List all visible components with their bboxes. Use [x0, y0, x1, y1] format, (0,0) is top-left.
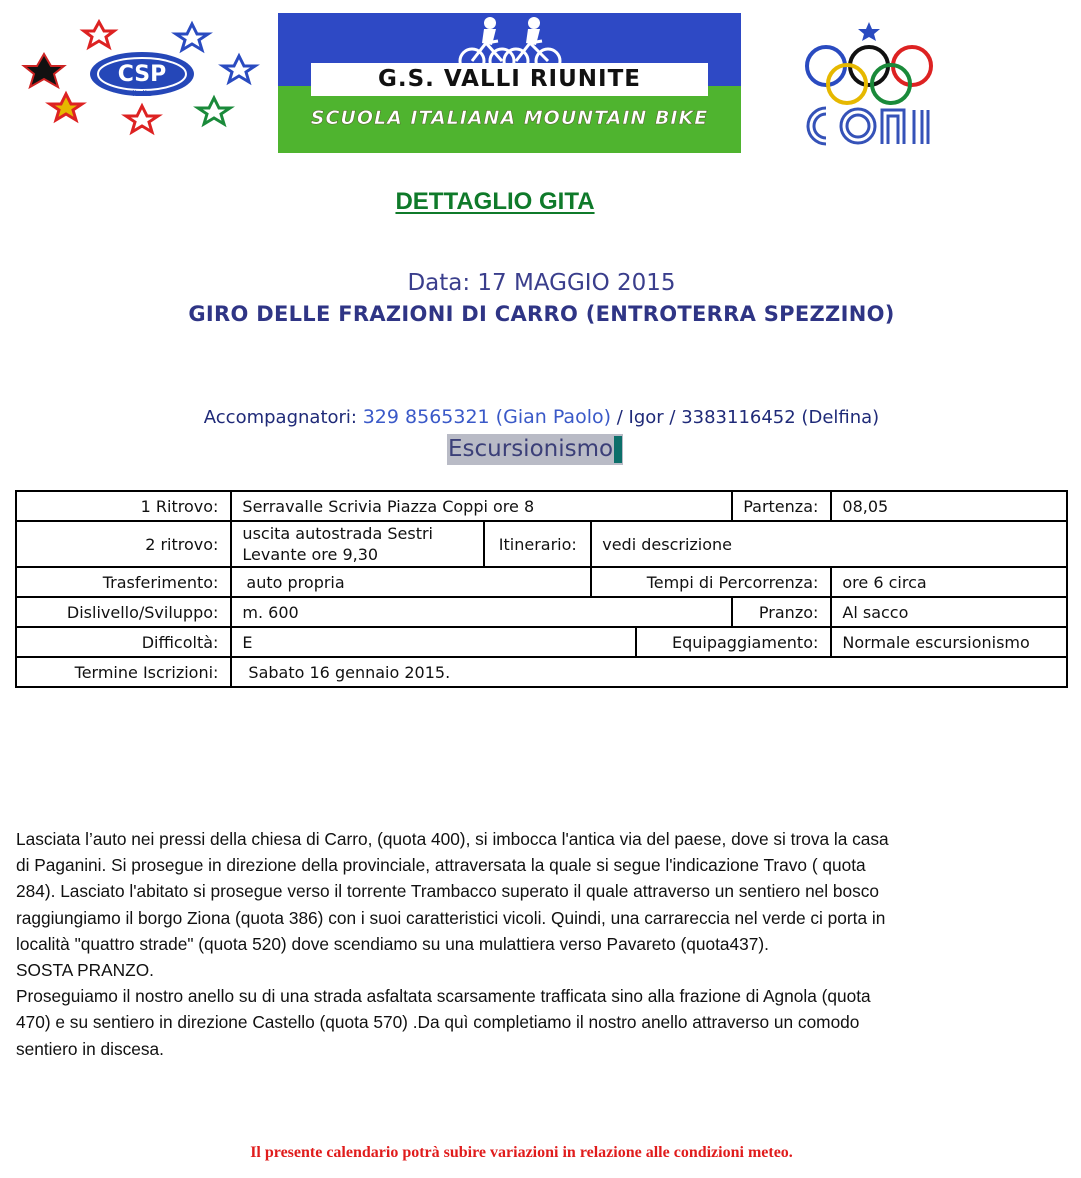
- ritrovo2-label: 2 ritrovo:: [16, 521, 231, 567]
- club-banner: [278, 13, 741, 153]
- activity-type-highlight[interactable]: [447, 434, 623, 465]
- difficolta-label: Difficoltà:: [16, 627, 231, 657]
- club-subtitle: SCUOLA ITALIANA MOUNTAIN BIKE: [310, 107, 709, 129]
- club-name: G.S. VALLI RIUNITE: [311, 63, 708, 96]
- weather-disclaimer: Il presente calendario potrà subire variazioni in relazione alle condizioni meteo.: [250, 1144, 793, 1161]
- svg-text:coni: coni: [867, 149, 871, 150]
- trasferimento-value: auto propria: [231, 567, 591, 597]
- table-row: [16, 627, 1067, 657]
- trip-details-table: [15, 490, 1068, 688]
- ritrovo2-value-line1: uscita autostrada Sestri: [242, 524, 433, 543]
- event-date: Data: 17 MAGGIO 2015: [407, 270, 676, 296]
- pranzo-value: Al sacco: [831, 597, 1067, 627]
- equipaggiamento-label: Equipaggiamento:: [636, 627, 832, 657]
- trasferimento-label: Trasferimento:: [16, 567, 231, 597]
- guides-label: Accompagnatori:: [203, 407, 357, 428]
- coni-logo: [796, 18, 942, 150]
- guides-line: [0, 406, 1081, 428]
- text-cursor: [614, 436, 622, 463]
- trip-description: [16, 826, 1056, 1062]
- termine-label: Termine Iscrizioni:: [16, 657, 231, 687]
- itinerario-value: vedi descrizione: [591, 521, 1067, 567]
- ritrovo2-value: [231, 521, 484, 567]
- olympic-rings-icon: [796, 18, 942, 150]
- equipaggiamento-value: Normale escursionismo: [831, 627, 1067, 657]
- table-row: [16, 657, 1067, 687]
- guides-others: / Igor / 3383116452 (Delfina): [616, 407, 880, 428]
- difficolta-value: E: [231, 627, 635, 657]
- csp-logo: [14, 14, 270, 144]
- table-row: [16, 521, 1067, 567]
- guide-primary-phone: 329 8565321 (Gian Paolo): [362, 406, 612, 428]
- ritrovo2-value-line2: Levante ore 9,30: [242, 545, 379, 564]
- dislivello-value: m. 600: [231, 597, 732, 627]
- termine-value: Sabato 16 gennaio 2015.: [231, 657, 1067, 687]
- svg-text:CSP: CSP: [117, 62, 167, 87]
- table-row: [16, 567, 1067, 597]
- svg-text:Italia: Italia: [132, 89, 152, 98]
- partenza-value: 08,05: [831, 491, 1067, 521]
- description-paragraph: SOSTA PRANZO.: [16, 960, 154, 981]
- description-paragraph: Lasciata l’auto nei pressi della chiesa di Carro, (quota 400), si imbocca l'antica via del paese, dove si trova la casa di Paganini. Si prosegue in direzione della provinciale, attraversata la quale si segue l'indicazione Travo ( quota 284). Lasciato l'abitato si prosegue verso il torrente Trambacco superato il quale attraverso un sentiero nel bosco raggiungiamo il borgo Ziona (quota 386) con i suoi caratteristici vicoli. Quindi, una carrareccia nel verde ci porta in località "quattro strade" (quota 520) dove scendiamo su una mulattiera verso Pavareto (quota437).: [16, 829, 889, 954]
- tempi-value: ore 6 circa: [831, 567, 1067, 597]
- description-paragraph: Proseguiamo il nostro anello su di una strada asfaltata scarsamente trafficata sino alla frazione di Agnola (quota 470) e su sentiero in direzione Castello (quota 570) .Da quì completiamo il nostro anello attraverso un comodo sentiero in discesa.: [16, 986, 871, 1059]
- partenza-label: Partenza:: [732, 491, 831, 521]
- table-row: [16, 491, 1067, 521]
- pranzo-label: Pranzo:: [732, 597, 831, 627]
- table-row: [16, 597, 1067, 627]
- dislivello-label: Dislivello/Sviluppo:: [16, 597, 231, 627]
- tempi-label: Tempi di Percorrenza:: [591, 567, 831, 597]
- document-heading: DETTAGLIO GITA: [395, 188, 595, 215]
- activity-type-text: Escursionismo: [448, 436, 614, 462]
- ritrovo1-label: 1 Ritrovo:: [16, 491, 231, 521]
- ritrovo1-value: Serravalle Scrivia Piazza Coppi ore 8: [231, 491, 732, 521]
- event-title: GIRO DELLE FRAZIONI DI CARRO (ENTROTERRA SPEZZINO): [188, 302, 895, 326]
- itinerario-label: Itinerario:: [484, 521, 591, 567]
- csp-stars-logo-icon: [14, 14, 270, 144]
